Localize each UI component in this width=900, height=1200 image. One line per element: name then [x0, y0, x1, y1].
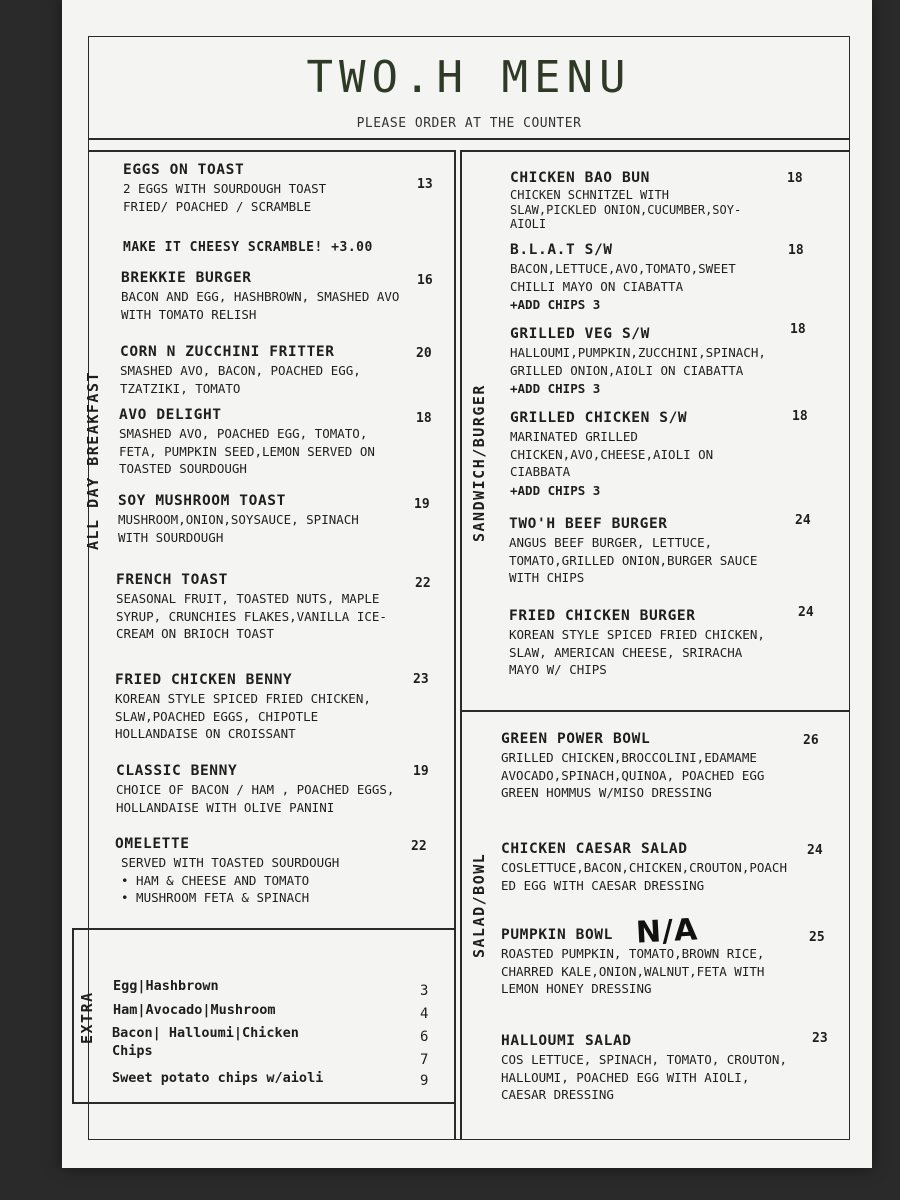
item-description: BACON AND EGG, HASHBROWN, SMASHED AVO WITH TOMATO RELISH — [121, 289, 400, 322]
menu-item-soy-mushroom-toast — [118, 493, 359, 546]
menu-item-fried-chicken-burger — [509, 608, 765, 679]
item-description: SERVED WITH TOASTED SOURDOUGH • HAM & CHEESE AND TOMATO • MUSHROOM FETA & SPINACH — [121, 855, 340, 905]
menu-item-blat-sandwich — [510, 242, 736, 312]
item-name: OMELETTE — [115, 836, 190, 852]
item-name: PUMPKIN BOWL — [501, 927, 613, 943]
page-title: TWO.H MENU — [306, 52, 632, 103]
item-description: SMASHED AVO, BACON, POACHED EGG, TZATZIKI, TOMATO — [120, 363, 361, 396]
menu-item-brekkie-burger — [121, 270, 399, 323]
item-name: B.L.A.T S/W — [510, 242, 613, 258]
extra-section-bottom — [72, 1102, 456, 1104]
menu-item-chicken-bao-bun — [510, 170, 741, 232]
item-price: 22 — [411, 839, 427, 854]
item-price: 19 — [413, 764, 429, 779]
section-label-sandwich: SANDWICH/BURGER — [470, 384, 488, 542]
item-description: COSLETTUCE,BACON,CHICKEN,CROUTON,POACH ED EGG WITH CAESAR DRESSING — [501, 860, 787, 893]
add-chips-note: +ADD CHIPS 3 — [510, 381, 601, 396]
item-price: 20 — [416, 346, 432, 361]
menu-item-corn-zucchini-fritter — [120, 344, 361, 397]
item-description: 2 EGGS WITH SOURDOUGH TOAST FRIED/ POACHED / SCRAMBLE — [123, 181, 327, 214]
menu-item-green-power-bowl — [501, 731, 764, 802]
item-price: 25 — [809, 930, 825, 945]
menu-item-eggs-on-toast — [123, 162, 326, 215]
page-subtitle: PLEASE ORDER AT THE COUNTER — [356, 116, 582, 131]
extra-section-top — [72, 928, 456, 930]
breakfast-section-top — [88, 150, 456, 152]
item-price: 24 — [795, 513, 811, 528]
item-price: 24 — [798, 605, 814, 620]
item-price: 18 — [792, 409, 808, 424]
item-description: CHOICE OF BACON / HAM , POACHED EGGS, HOLLANDAISE WITH OLIVE PANINI — [116, 782, 395, 815]
item-description: KOREAN STYLE SPICED FRIED CHICKEN, SLAW,POACHED EGGS, CHIPOTLE HOLLANDAISE ON CROISSANT — [115, 691, 371, 741]
item-description: SEASONAL FRUIT, TOASTED NUTS, MAPLE SYRUP, CRUNCHIES FLAKES,VANILLA ICE- CREAM ON BRIOCH TOAST — [116, 591, 387, 641]
add-chips-note: +ADD CHIPS 3 — [510, 482, 601, 498]
item-name: FRIED CHICKEN BURGER — [509, 608, 696, 624]
item-price: 13 — [417, 177, 433, 192]
menu-item-pumpkin-bowl — [501, 927, 764, 998]
item-name: GRILLED CHICKEN S/W — [510, 410, 688, 426]
extra-price: 6 — [420, 1029, 429, 1045]
item-name: TWO'H BEEF BURGER — [509, 516, 668, 532]
item-name: CLASSIC BENNY — [116, 763, 238, 779]
item-name: FRIED CHICKEN BENNY — [115, 672, 293, 688]
extra-row: Ham|Avocado|Mushroom — [113, 1002, 276, 1018]
column-divider-right — [460, 150, 462, 1140]
item-price: 23 — [413, 672, 429, 687]
item-price: 22 — [415, 576, 431, 591]
item-description: BACON,LETTUCE,AVO,TOMATO,SWEET CHILLI MAYO ON CIABATTA — [510, 261, 736, 294]
salad-section-top — [460, 710, 850, 712]
menu-item-french-toast — [116, 572, 387, 643]
menu-item-halloumi-salad — [501, 1033, 787, 1104]
extra-price: 7 — [420, 1052, 429, 1068]
extra-row: Sweet potato chips w/aioli — [112, 1070, 324, 1086]
item-name: CORN N ZUCCHINI FRITTER — [120, 344, 335, 360]
item-description: MARINATED GRILLED CHICKEN,AVO,CHEESE,AIOLI ON CIABBATA — [510, 429, 714, 479]
item-price: 18 — [787, 171, 803, 186]
extra-row: Egg|Hashbrown — [113, 978, 219, 994]
column-divider-left — [454, 150, 456, 1140]
item-description: HALLOUMI,PUMPKIN,ZUCCHINI,SPINACH, GRILLED ONION,AIOLI ON CIABATTA — [510, 345, 766, 378]
item-name: GREEN POWER BOWL — [501, 731, 651, 747]
item-description: COS LETTUCE, SPINACH, TOMATO, CROUTON, HALLOUMI, POACHED EGG WITH AIOLI, CAESAR DRESSING — [501, 1052, 787, 1102]
item-price: 18 — [790, 322, 806, 337]
item-name: CHICKEN CAESAR SALAD — [501, 841, 688, 857]
menu-item-grilled-veg-sandwich — [510, 326, 766, 396]
menu-item-fried-chicken-benny — [115, 672, 371, 743]
extra-price: 4 — [420, 1006, 429, 1022]
item-name: FRENCH TOAST — [116, 572, 228, 588]
item-name: BREKKIE BURGER — [121, 270, 252, 286]
item-name: HALLOUMI SALAD — [501, 1033, 632, 1049]
item-name: AVO DELIGHT — [119, 407, 222, 423]
item-description: ANGUS BEEF BURGER, LETTUCE, TOMATO,GRILLED ONION,BURGER SAUCE WITH CHIPS — [509, 535, 758, 585]
item-description: CHICKEN SCHNITZEL WITH SLAW,PICKLED ONION,CUCUMBER,SOY- AIOLI — [510, 188, 742, 231]
item-price: 16 — [417, 273, 433, 288]
menu-item-grilled-chicken-sandwich — [510, 410, 713, 498]
not-available-mark: N/A — [635, 912, 700, 951]
section-label-breakfast: ALL DAY BREAKFAST — [84, 370, 102, 550]
sandwich-section-top — [460, 150, 850, 152]
add-chips-note: +ADD CHIPS 3 — [510, 297, 601, 312]
item-price: 24 — [807, 843, 823, 858]
item-description: SMASHED AVO, POACHED EGG, TOMATO, FETA, PUMPKIN SEED,LEMON SERVED ON TOASTED SOURDOUGH — [119, 426, 375, 476]
item-price: 18 — [416, 411, 432, 426]
extra-price: 3 — [420, 983, 429, 999]
menu-item-twoh-beef-burger — [509, 516, 757, 587]
item-name: GRILLED VEG S/W — [510, 326, 650, 342]
item-price: 19 — [414, 497, 430, 512]
section-label-salad: SALAD/BOWL — [470, 852, 488, 958]
extra-row: Bacon| Halloumi|Chicken — [112, 1025, 299, 1041]
menu-item-avo-delight — [119, 407, 375, 478]
item-price: 18 — [788, 243, 804, 258]
item-name: SOY MUSHROOM TOAST — [118, 493, 286, 509]
menu-item-classic-benny — [116, 763, 394, 816]
extra-section-left — [72, 928, 74, 1104]
item-description: GRILLED CHICKEN,BROCCOLINI,EDAMAME AVOCADO,SPINACH,QUINOA, POACHED EGG GREEN HOMMUS W/MISO DRESSING — [501, 750, 765, 800]
menu-item-omelette — [115, 836, 339, 907]
extra-price: 9 — [420, 1073, 429, 1089]
header-divider — [88, 138, 850, 140]
extra-row: Chips — [112, 1043, 153, 1059]
item-price: 26 — [803, 733, 819, 748]
section-label-extra: EXTRA — [78, 991, 96, 1044]
item-description: ROASTED PUMPKIN, TOMATO,BROWN RICE, CHARRED KALE,ONION,WALNUT,FETA WITH LEMON HONEY DRESSING — [501, 946, 765, 996]
item-description: MUSHROOM,ONION,SOYSAUCE, SPINACH WITH SOURDOUGH — [118, 512, 359, 545]
item-price: 23 — [812, 1031, 828, 1046]
menu-item-chicken-caesar-salad — [501, 841, 787, 894]
item-name: CHICKEN BAO BUN — [510, 170, 650, 186]
cheesy-scramble-note: MAKE IT CHEESY SCRAMBLE! +3.00 — [123, 240, 373, 255]
item-name: EGGS ON TOAST — [123, 162, 245, 178]
item-description: KOREAN STYLE SPICED FRIED CHICKEN, SLAW, AMERICAN CHEESE, SRIRACHA MAYO W/ CHIPS — [509, 627, 765, 677]
